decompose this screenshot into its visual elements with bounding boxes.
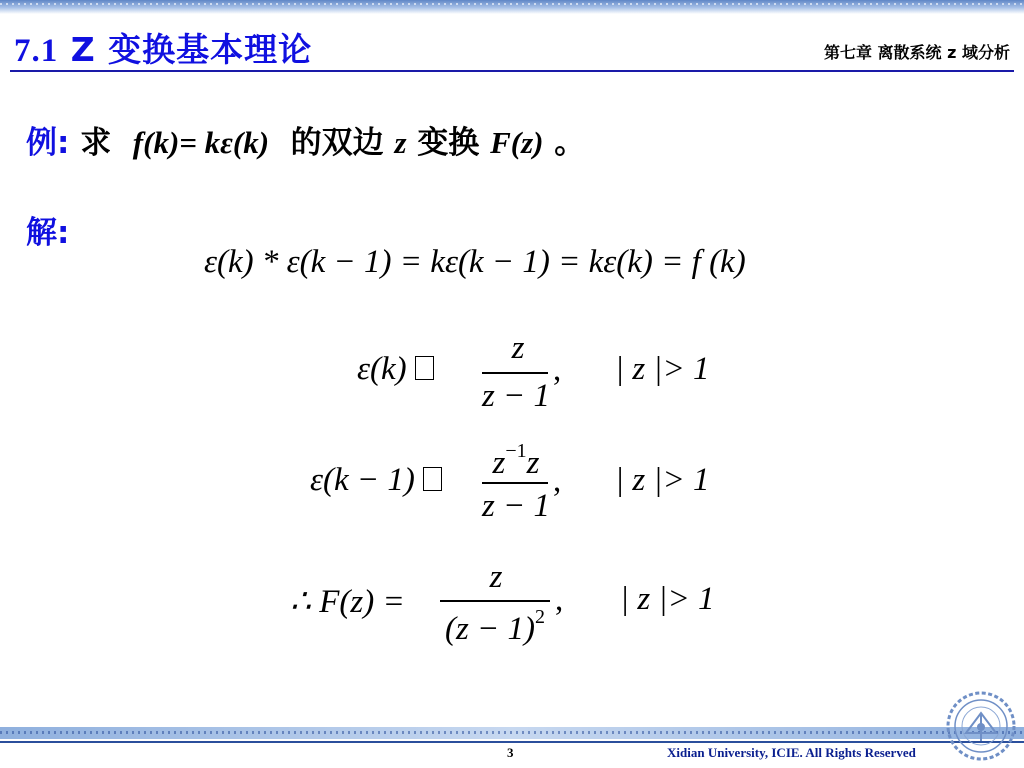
problem-verb: 求 (80, 125, 112, 161)
transform-pair-symbol (415, 356, 434, 380)
transform-pair-symbol (423, 467, 442, 491)
shift-lhs: ε(k − 1) (310, 462, 442, 499)
step-comma: , (553, 352, 562, 388)
top-decorative-band (0, 0, 1024, 14)
result-roc: | z |> 1 (620, 581, 715, 617)
convolution-equation: ε(k) * ε(k − 1) = kε(k − 1) = kε(k) = f (k) (204, 244, 746, 280)
step-numerator: z (511, 330, 525, 366)
section-number: 7.1 (14, 33, 59, 69)
step-fraction-bar (482, 372, 548, 374)
step-denominator: z − 1 (481, 378, 551, 414)
problem-text-mid: 的双边 (290, 125, 384, 161)
bottom-decorative-band (0, 727, 1024, 739)
problem-text-end: 变换 (417, 125, 480, 161)
shift-denominator: z − 1 (481, 488, 551, 524)
shift-fraction-bar (482, 482, 548, 484)
copyright-notice: Xidian University, ICIE. All Rights Reserved (667, 745, 916, 760)
title-divider (10, 70, 1014, 72)
university-seal-icon (944, 689, 1018, 763)
step-lhs: ε(k) (357, 351, 434, 388)
section-title (14, 24, 312, 71)
shift-comma: , (553, 463, 562, 499)
problem-statement (26, 117, 585, 162)
problem-function: f(k)= kε(k) (132, 125, 270, 160)
result-denominator: $(z - 1)^2$ (444, 606, 546, 647)
result-comma: , (555, 582, 564, 618)
page-number: 3 (507, 745, 514, 760)
solution-label: 解: (26, 215, 70, 251)
result-lhs: ∴ F(z) = (290, 584, 405, 620)
section-title-text: Z 变换基本理论 (70, 30, 313, 69)
result-fraction-bar (440, 600, 550, 602)
problem-z-variable: z (394, 125, 407, 160)
chapter-title: 第七章 离散系统 z 域分析 (823, 43, 1010, 62)
shift-roc: | z |> 1 (615, 462, 710, 498)
example-label: 例: (26, 125, 70, 161)
problem-result-name: F(z) (490, 125, 544, 160)
footer-divider (0, 741, 1024, 743)
step-roc: | z |> 1 (615, 351, 710, 387)
problem-period: 。 (554, 125, 586, 161)
result-numerator: z (489, 559, 503, 595)
shift-numerator: $z^{-1}z$ (492, 440, 540, 481)
